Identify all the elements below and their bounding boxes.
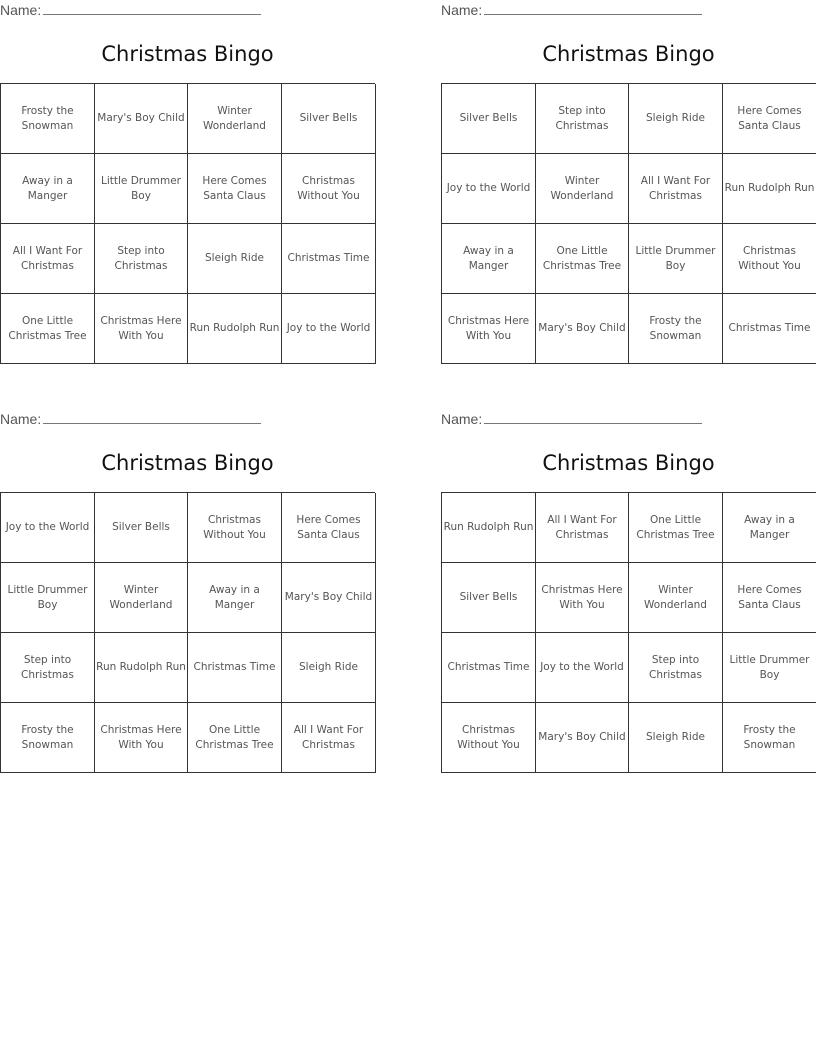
card-title: Christmas Bingo — [542, 451, 715, 475]
bingo-card-1 — [0, 0, 375, 364]
bingo-cell: Christmas Here With You — [95, 294, 188, 364]
bingo-cell: Sleigh Ride — [629, 84, 723, 154]
bingo-cell: Christmas Here With You — [536, 563, 629, 633]
bingo-cell: Joy to the World — [282, 294, 376, 364]
bingo-card-4 — [441, 409, 816, 773]
bingo-cell: All I Want For Christmas — [536, 493, 629, 563]
bingo-cell: Mary's Boy Child — [536, 294, 629, 364]
bingo-cell: Little Drummer Boy — [95, 154, 188, 224]
name-line — [484, 411, 702, 424]
bingo-cell: Frosty the Snowman — [1, 703, 95, 773]
bingo-cell: Frosty the Snowman — [723, 703, 816, 773]
bingo-cell: Christmas Here With You — [442, 294, 536, 364]
bingo-cell: Here Comes Santa Claus — [723, 563, 816, 633]
name-label: Name: — [441, 411, 483, 427]
bingo-cell: Away in a Manger — [188, 563, 282, 633]
bingo-cell: Run Rudolph Run — [188, 294, 282, 364]
bingo-cell: Little Drummer Boy — [1, 563, 95, 633]
bingo-cell: One Little Christmas Tree — [188, 703, 282, 773]
bingo-cell: Christmas Time — [282, 224, 376, 294]
bingo-cell: Sleigh Ride — [282, 633, 376, 703]
bingo-grid — [0, 83, 375, 364]
name-label: Name: — [441, 2, 483, 18]
card-title: Christmas Bingo — [101, 451, 274, 475]
bingo-cell: Christmas Here With You — [95, 703, 188, 773]
bingo-cell: Here Comes Santa Claus — [188, 154, 282, 224]
card-title: Christmas Bingo — [101, 42, 274, 66]
bingo-cell: Run Rudolph Run — [442, 493, 536, 563]
bingo-cell: Silver Bells — [442, 563, 536, 633]
bingo-cell: Away in a Manger — [442, 224, 536, 294]
bingo-cell: Sleigh Ride — [629, 703, 723, 773]
bingo-grid — [0, 492, 375, 773]
bingo-cell: Christmas Time — [723, 294, 816, 364]
name-label: Name: — [0, 2, 42, 18]
bingo-card-2 — [441, 0, 816, 364]
name-field[interactable] — [0, 2, 261, 18]
bingo-cell: Christmas Without You — [188, 493, 282, 563]
bingo-cell: Christmas Time — [188, 633, 282, 703]
bingo-cell: Away in a Manger — [723, 493, 816, 563]
bingo-cell: Silver Bells — [95, 493, 188, 563]
bingo-cell: Here Comes Santa Claus — [282, 493, 376, 563]
bingo-cell: Christmas Without You — [442, 703, 536, 773]
bingo-cell: Frosty the Snowman — [629, 294, 723, 364]
bingo-cell: Christmas Without You — [723, 224, 816, 294]
bingo-cell: Winter Wonderland — [629, 563, 723, 633]
name-line — [43, 2, 261, 15]
bingo-cell: Run Rudolph Run — [95, 633, 188, 703]
bingo-cell: Away in a Manger — [1, 154, 95, 224]
bingo-cell: Silver Bells — [282, 84, 376, 154]
bingo-cell: Mary's Boy Child — [282, 563, 376, 633]
bingo-grid — [441, 492, 816, 773]
bingo-cell: Joy to the World — [1, 493, 95, 563]
bingo-grid — [441, 83, 816, 364]
name-line — [484, 2, 702, 15]
bingo-card-3 — [0, 409, 375, 773]
bingo-cell: One Little Christmas Tree — [629, 493, 723, 563]
bingo-cell: Step into Christmas — [95, 224, 188, 294]
bingo-cell: Mary's Boy Child — [95, 84, 188, 154]
bingo-cell: Christmas Without You — [282, 154, 376, 224]
bingo-cell: Joy to the World — [442, 154, 536, 224]
bingo-cell: Joy to the World — [536, 633, 629, 703]
bingo-cell: Little Drummer Boy — [629, 224, 723, 294]
name-field[interactable] — [441, 411, 702, 427]
bingo-cell: One Little Christmas Tree — [1, 294, 95, 364]
name-field[interactable] — [441, 2, 702, 18]
bingo-cell: Winter Wonderland — [188, 84, 282, 154]
bingo-cell: Here Comes Santa Claus — [723, 84, 816, 154]
bingo-cell: Little Drummer Boy — [723, 633, 816, 703]
name-field[interactable] — [0, 411, 261, 427]
bingo-cell: Mary's Boy Child — [536, 703, 629, 773]
bingo-cell: All I Want For Christmas — [1, 224, 95, 294]
bingo-cell: Step into Christmas — [629, 633, 723, 703]
bingo-cell: All I Want For Christmas — [629, 154, 723, 224]
bingo-cell: Winter Wonderland — [536, 154, 629, 224]
bingo-cell: Winter Wonderland — [95, 563, 188, 633]
bingo-cell: All I Want For Christmas — [282, 703, 376, 773]
bingo-cell: Step into Christmas — [536, 84, 629, 154]
name-label: Name: — [0, 411, 42, 427]
bingo-cell: Step into Christmas — [1, 633, 95, 703]
bingo-cell: One Little Christmas Tree — [536, 224, 629, 294]
bingo-cell: Frosty the Snowman — [1, 84, 95, 154]
name-line — [43, 411, 261, 424]
card-title: Christmas Bingo — [542, 42, 715, 66]
bingo-cell: Sleigh Ride — [188, 224, 282, 294]
bingo-cell: Christmas Time — [442, 633, 536, 703]
bingo-cell: Silver Bells — [442, 84, 536, 154]
bingo-cell: Run Rudolph Run — [723, 154, 816, 224]
